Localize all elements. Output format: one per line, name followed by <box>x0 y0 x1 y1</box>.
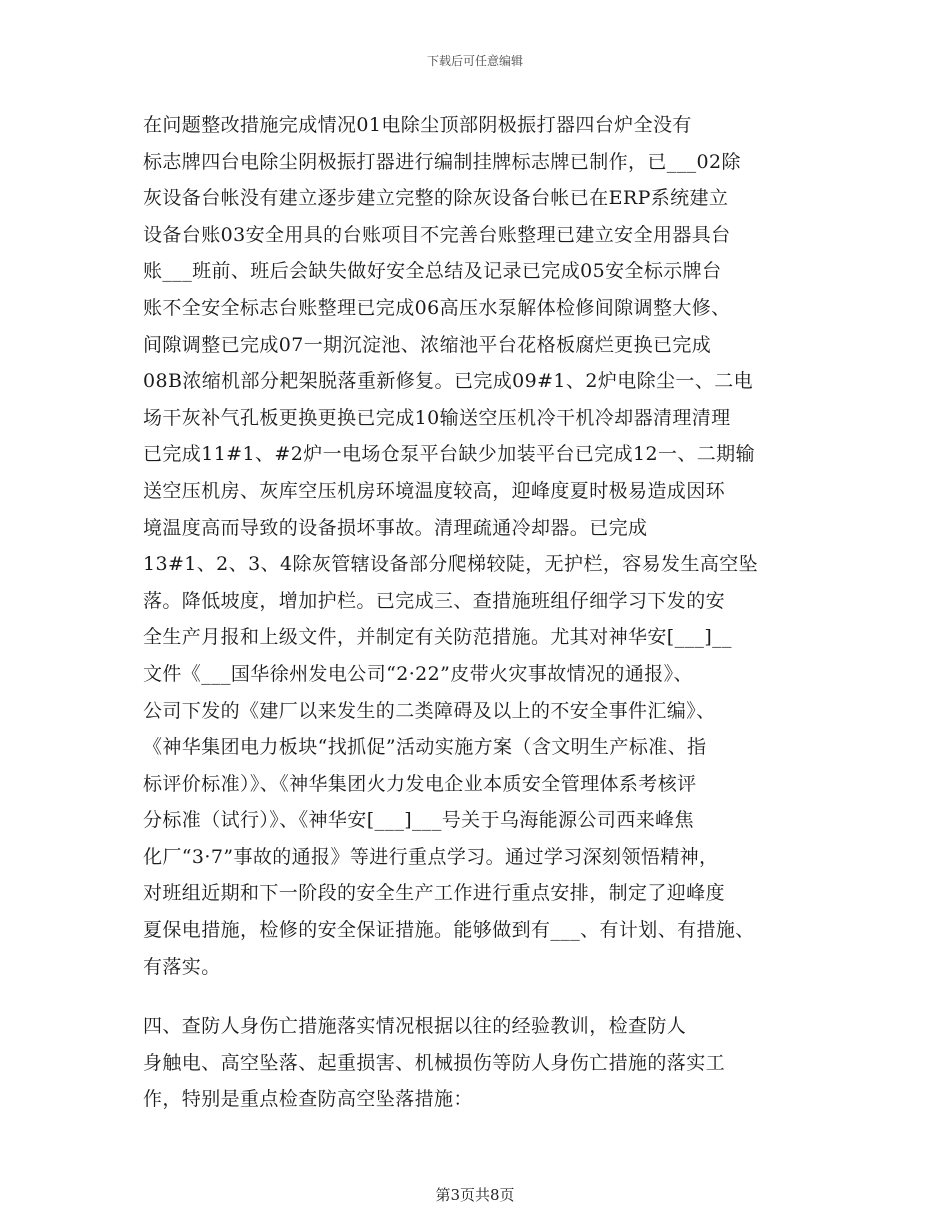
text-line: 账___班前、班后会缺失做好安全总结及记录已完成05安全标示牌台 <box>143 260 722 283</box>
text-line: 化厂“3·7”事故的通报》等进行重点学习。通过学习深刻领悟精神， <box>143 845 719 868</box>
text-line: 在问题整改措施完成情况01电除尘顶部阴极振打器四台炉全没有 <box>143 114 692 136</box>
text-line: 文件《___国华徐州发电公司“2·22”皮带火灾事故情况的通报》、 <box>143 662 693 685</box>
text-line: 作，特别是重点检查防高空坠落措施： <box>143 1088 473 1111</box>
text-line: 四、查防人身伤亡措施落实情况根据以往的经验教训，检查防人 <box>143 1015 687 1038</box>
page-header-note: 下载后可任意编辑 <box>426 54 523 68</box>
text-line: 身触电、高空坠落、起重损害、机械损伤等防人身伤亡措施的落实工 <box>143 1051 726 1074</box>
text-line: 落。降低坡度，增加护栏。已完成三、查措施班组仔细学习下发的安 <box>143 589 726 612</box>
text-line: 标志牌四台电除尘阴极振打器进行编制挂牌标志牌已制作，已___02除 <box>143 150 741 173</box>
text-line: 公司下发的《建厂以来发生的二类障碍及以上的不安全事件汇编》、 <box>143 699 716 722</box>
text-line: 《神华集团电力板块“找抓促”活动实施方案（含文明生产标准、指 <box>143 736 707 759</box>
page-number-footer: 第3页共8页 <box>435 1186 515 1204</box>
text-line: 间隙调整已完成07一期沉淀池、浓缩池平台花格板腐烂更换已完成 <box>143 333 712 356</box>
paragraph-spacer <box>143 985 823 1008</box>
text-line: 13#1、2、3、4除灰管辖设备部分爬梯较陡，无护栏，容易发生高空坠 <box>143 553 759 576</box>
text-line: 送空压机房、灰库空压机房环境温度较高，迎峰度夏时极易造成因环 <box>143 479 726 502</box>
text-line: 全生产月报和上级文件，并制定有关防范措施。尤其对神华安[___]__ <box>143 626 732 649</box>
text-line: 有落实。 <box>143 955 221 978</box>
document-body <box>143 107 823 1118</box>
paragraph-rectification-status <box>143 107 823 985</box>
text-line: 分标准（试行）》、《神华安[___]___号关于乌海能源公司西来峰焦 <box>143 809 694 832</box>
text-line: 场干灰补气孔板更换更换已完成10输送空压机冷干机冷却器清理清理 <box>143 406 731 429</box>
text-line: 已完成11#1、#2炉一电场仓泵平台缺少加装平台已完成12一、二期输 <box>143 443 755 466</box>
text-line: 账不全安全标志台账整理已完成06高压水泵解体检修间隙调整大修、 <box>143 296 731 319</box>
text-line: 境温度高而导致的设备损坏事故。清理疏通冷却器。已完成 <box>143 516 648 539</box>
paragraph-personal-safety-check <box>143 1008 823 1118</box>
text-line: 对班组近期和下一阶段的安全生产工作进行重点安排，制定了迎峰度 <box>143 882 726 905</box>
text-line: 标评价标准）》、《神华集团火力发电企业本质安全管理体系考核评 <box>143 772 697 795</box>
text-line: 灰设备台帐没有建立逐步建立完整的除灰设备台帐已在ERP系统建立 <box>143 187 729 210</box>
text-line: 夏保电措施，检修的安全保证措施。能够做到有___、有计划、有措施、 <box>143 919 755 942</box>
text-line: 设备台账03安全用具的台账项目不完善台账整理已建立安全用器具台 <box>143 223 731 246</box>
text-line: 08B浓缩机部分耙架脱落重新修复。已完成09#1、2炉电除尘一、二电 <box>143 370 754 393</box>
